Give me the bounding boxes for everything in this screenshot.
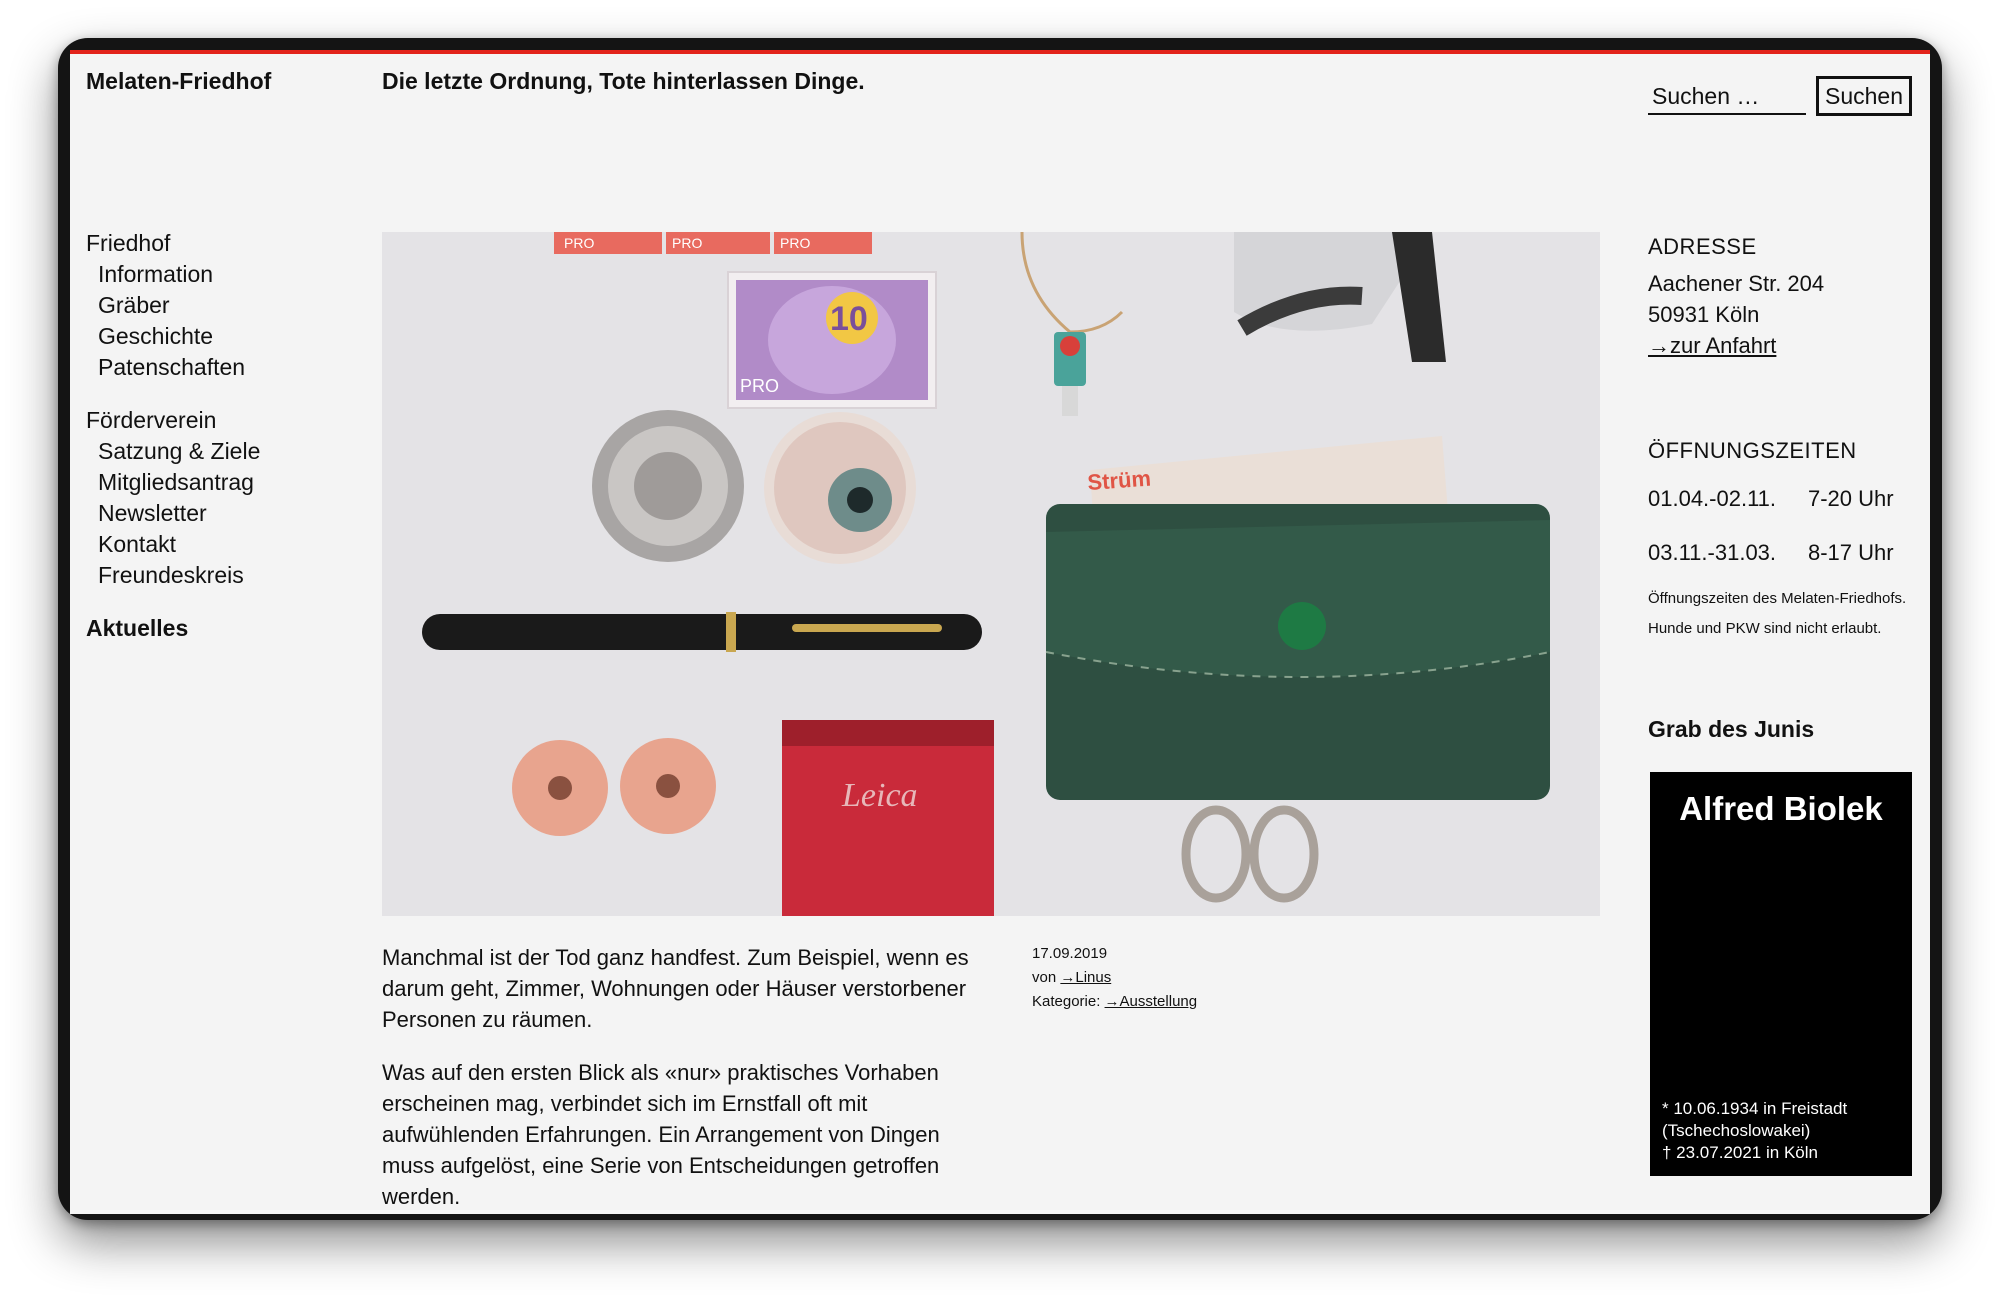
hours-row <box>1648 540 1894 566</box>
fountain-pen-icon <box>422 612 982 652</box>
hours-dates: 01.04.-02.11. <box>1648 486 1777 511</box>
hours-note <box>1648 584 1930 644</box>
grave-born: * 10.06.1934 in Freistadt (Tschechoslowakei) <box>1662 1099 1848 1140</box>
main-navigation <box>86 228 260 644</box>
nav-satzung-ziele[interactable]: Satzung & Ziele <box>98 438 261 464</box>
article-author-row <box>1032 966 1197 990</box>
hours-time: 8-17 Uhr <box>1808 540 1894 565</box>
nav-geschichte[interactable]: Geschichte <box>98 323 214 349</box>
grave-name: Alfred Biolek <box>1679 790 1883 827</box>
stamp-10 <box>728 272 936 408</box>
tin-icon <box>592 410 744 562</box>
svg-text:10: 10 <box>830 300 868 338</box>
still-life-photo <box>382 232 1600 916</box>
address-heading: ADRESSE <box>1648 234 1757 259</box>
address-street: Aachener Str. 204 <box>1648 271 1825 296</box>
svg-text:PRO: PRO <box>780 235 811 251</box>
stamp-strip <box>554 232 872 254</box>
hero-image <box>382 232 1600 916</box>
site-title[interactable]: Melaten-Friedhof <box>86 68 272 94</box>
svg-text:Strüm: Strüm <box>1086 465 1152 495</box>
hours-note-line: Öffnungszeiten des Melaten-Friedhofs. <box>1648 590 1907 607</box>
grave-of-month-card[interactable] <box>1650 772 1912 1176</box>
search-input[interactable] <box>1648 79 1806 115</box>
article-meta <box>1032 942 1197 1014</box>
article-date: 17.09.2019 <box>1032 945 1108 962</box>
author-link[interactable]: →Linus <box>1060 969 1112 986</box>
category-prefix: Kategorie: <box>1032 993 1105 1010</box>
hours-row <box>1648 486 1894 512</box>
address-city: 50931 Köln <box>1648 302 1760 327</box>
nav-spacer <box>86 383 260 405</box>
nav-information[interactable]: Information <box>98 261 214 287</box>
article-paragraph: Was auf den ersten Blick als «nur» praktisches Vorhaben erscheinen mag, verbindet sich im Ernstfall oft mit aufwühlenden Erfahrungen. Ein Arrangement von Dingen muss aufgelöst, eine Serie von Entscheidungen getroffen werden. <box>382 1060 940 1209</box>
hours-dates: 03.11.-31.03. <box>1648 540 1777 565</box>
nav-friedhof[interactable]: Friedhof <box>86 230 171 256</box>
wallet-icon <box>1046 504 1550 800</box>
nav-aktuelles[interactable]: Aktuelles <box>86 615 189 641</box>
nav-graeber[interactable]: Gräber <box>98 292 170 318</box>
grave-dates <box>1662 1098 1912 1164</box>
directions-link[interactable]: →zur Anfahrt <box>1648 333 1777 358</box>
svg-text:Leica: Leica <box>842 777 918 814</box>
nav-kontakt[interactable]: Kontakt <box>98 531 176 557</box>
nav-foerderverein[interactable]: Förderverein <box>86 407 217 433</box>
grave-died: † 23.07.2021 in Köln <box>1662 1143 1818 1162</box>
svg-text:PRO: PRO <box>672 235 703 251</box>
glass-eye-icon <box>764 412 916 564</box>
article-category-row <box>1032 990 1197 1014</box>
author-prefix: von <box>1032 969 1061 986</box>
browser-viewport <box>70 50 1930 1214</box>
hours-note-line: Hunde und PKW sind nicht erlaubt. <box>1648 620 1882 637</box>
category-link[interactable]: →Ausstellung <box>1104 993 1198 1010</box>
nav-newsletter[interactable]: Newsletter <box>98 500 207 526</box>
nav-freundeskreis[interactable]: Freundeskreis <box>98 562 244 588</box>
hours-time: 7-20 Uhr <box>1808 486 1894 511</box>
nav-patenschaften[interactable]: Patenschaften <box>98 354 246 380</box>
grave-of-month-heading: Grab des Junis <box>1648 716 1815 742</box>
search-button[interactable]: Suchen <box>1816 76 1912 116</box>
article-body <box>382 942 982 1214</box>
svg-text:PRO: PRO <box>564 235 595 251</box>
leica-box-icon <box>782 720 994 916</box>
nav-mitgliedsantrag[interactable]: Mitgliedsantrag <box>98 469 254 495</box>
article-paragraph: Manchmal ist der Tod ganz handfest. Zum Beispiel, wenn es darum geht, Zimmer, Wohnungen oder Häuser verstorbener Personen zu räumen. <box>382 945 969 1032</box>
page-title: Die letzte Ordnung, Tote hinterlassen Dinge. <box>382 68 865 94</box>
svg-text:PRO: PRO <box>740 376 780 396</box>
nav-spacer <box>86 591 260 613</box>
address-block <box>1648 268 1824 361</box>
hours-heading: ÖFFNUNGSZEITEN <box>1648 438 1857 463</box>
